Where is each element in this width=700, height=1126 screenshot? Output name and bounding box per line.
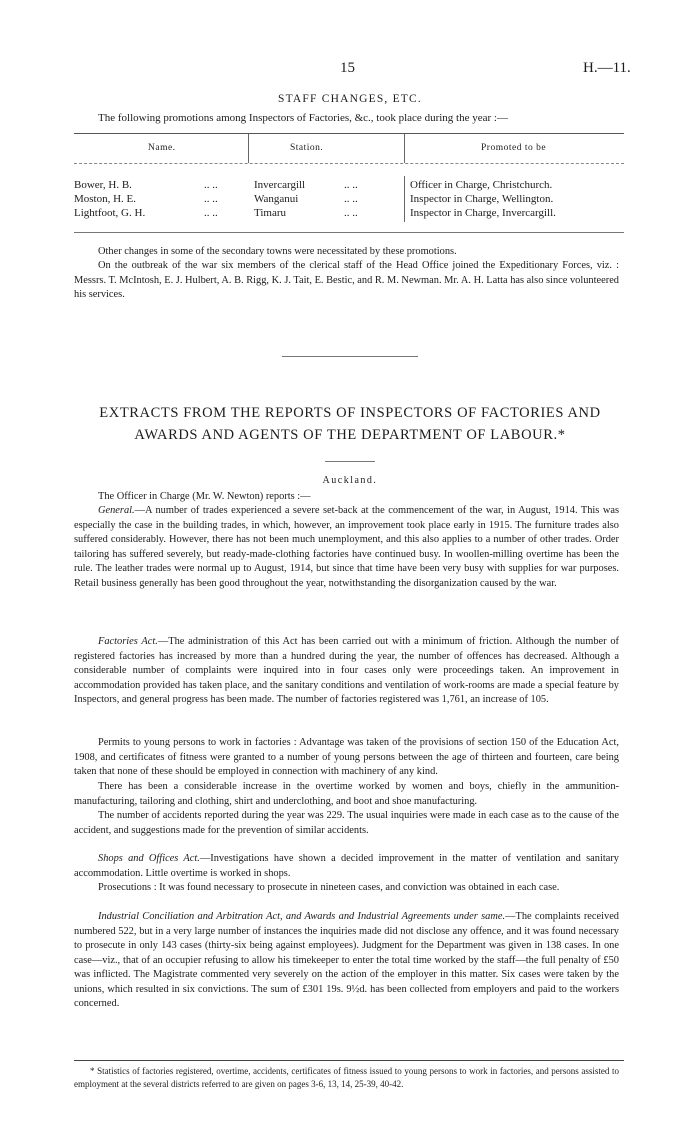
paragraph-general — [74, 504, 619, 591]
column-separator — [404, 134, 405, 163]
row-name: Lightfoot, G. H. — [74, 207, 146, 219]
staff-changes-heading: STAFF CHANGES, ETC. — [278, 93, 422, 105]
paragraph-accidents: The number of accidents reported during the year was 229. The usual inquiries were made in each case as to the cause of the accident, and suggestions made for the prevention of similar accidents. — [74, 810, 619, 836]
leader-dots: .. .. — [204, 179, 218, 191]
column-separator — [248, 134, 249, 163]
paragraph-arbitration-act — [74, 910, 619, 1012]
row-name: Bower, H. B. — [74, 179, 132, 191]
row-promoted: Inspector in Charge, Invercargill. — [410, 207, 556, 219]
leader-dots: .. .. — [344, 179, 358, 191]
general-label: General. — [98, 505, 135, 516]
row-station: Wanganui — [254, 193, 299, 205]
column-header-promoted: Promoted to be — [481, 143, 547, 153]
table-bottom-rule — [74, 232, 624, 233]
table-row — [74, 193, 634, 206]
leader-dots: .. .. — [344, 193, 358, 205]
row-promoted: Inspector in Charge, Wellington. — [410, 193, 554, 205]
column-header-station: Station. — [290, 143, 324, 153]
paragraph-war-enlistments: On the outbreak of the war six members of the clerical staff of the Head Office joined the Expeditionary Forces, viz. : Messrs. T. McIntosh, E. J. Hulbert, A. B. Rigg, K. J. Tait, E. Bestic, and R. M. Newman. Mr. A. H. Latta has also since volunteered his services. — [74, 260, 620, 300]
paragraph-other-changes: Other changes in some of the secondary towns were necessitated by these promotions. — [98, 246, 457, 257]
footnote: * Statistics of factories registered, overtime, accidents, certificates of fitness issued to young persons to work in factories, and persons assisted to employment at the several districts referred to are given on pages 3-6, 13, 14, 25-39, 40-42. — [74, 1066, 619, 1089]
row-promoted: Officer in Charge, Christchurch. — [410, 179, 553, 191]
table-header-rule — [74, 163, 624, 164]
paragraph-prosecutions: Prosecutions : It was found necessary to prosecute in nineteen cases, and conviction was obtained in each case. — [98, 882, 560, 893]
arbitration-act-label: Industrial Conciliation and Arbitration Act, and Awards and Industrial Agreements under same. — [98, 911, 506, 922]
paragraph-permits: Permits to young persons to work in factories : Advantage was taken of the provisions of section 150 of the Education Act, 1908, and certificates of fitness were granted to a number of young persons between the age of thirteen and fourteen, care being taken that none of these should be employed in connection with machinery of any kind. — [74, 737, 619, 777]
column-separator — [404, 176, 405, 222]
row-station: Timaru — [254, 207, 286, 219]
factories-act-label: Factories Act. — [98, 636, 158, 647]
report-intro: The Officer in Charge (Mr. W. Newton) reports :— — [98, 491, 311, 502]
leader-dots: .. .. — [204, 193, 218, 205]
extracts-title: EXTRACTS FROM THE REPORTS OF INSPECTORS OF FACTORIES AND AWARDS AND AGENTS OF THE DEPARTMENT OF LABOUR.* — [99, 405, 601, 443]
promotions-intro: The following promotions among Inspectors of Factories, &c., took place during the year :— — [98, 112, 508, 124]
table-top-rule — [74, 133, 624, 134]
document-reference: H.—11. — [583, 60, 631, 76]
district-heading: Auckland. — [322, 475, 378, 486]
leader-dots: .. .. — [204, 207, 218, 219]
page-number: 15 — [340, 60, 355, 76]
paragraph-shops-act — [74, 852, 619, 881]
footnote-rule — [74, 1060, 624, 1061]
shops-act-text: —Investigations have shown a decided improvement in the matter of ventilation and sanitary accommodation. Little overtime is worked in shops. — [74, 853, 619, 879]
factories-act-text: —The administration of this Act has been carried out with a minimum of friction. Although the number of registered factories has increased by more than a hundred during the year, the number of offences has decreased. Although a considerable number of complaints were inquired into in four cases only were proceedings taken. An improvement in accommodation provided has taken place, and the sanitary conditions and ventilation of work-rooms are made a special feature by Inspectors, and general progress has been made. The number of factories registered was 1,761, an increase of 105. — [74, 636, 619, 705]
row-name: Moston, H. E. — [74, 193, 137, 205]
paragraph-overtime: There has been a considerable increase in the overtime worked by women and boys, chiefly in the ammunition-manufacturing, tailoring and clothing, shirt and underclothing, and boot and shoe manufacturing. — [74, 781, 619, 807]
table-row — [74, 207, 634, 220]
leader-dots: .. .. — [344, 207, 358, 219]
arbitration-act-text: —The complaints received numbered 522, but in a very large number of instances the inquiries made did not disclose any offence, and it was found necessary to prosecute in only 143 cases (thirty-six being against employees). Judgment for the Department was given in 138 cases. In one case—viz., that of an occupier refusing to allow his timekeeper to enter the total time worked by the staff—the full penalty of £50 was inflicted. The Magistrate commented very severely on the action of the employer in this matter. Six cases were taken by the unions, which resulted in six convictions. The sum of £301 19s. 9½d. has been collected from employers and paid to the workers concerned. — [74, 911, 619, 1009]
section-divider — [282, 356, 418, 357]
general-text: —A number of trades experienced a severe set-back at the commencement of the war, in August, 1914. This was especially the case in the building trades, in which, however, an improvement took place early in 1915. The furniture trades also suffered considerably. However, there has not been much unemployment, and this also applies to a number of other trades. Order tailoring has suffered severely, but ready-made-clothing factories have continued busy. In woollen-milling overtime has been the rule. The leather trades were normal up to August, 1914, but since that time have been very busy with supplies for war purposes. Retail business generally has been good throughout the year, notwithstanding the disorganization caused by the war. — [74, 505, 619, 589]
table-row — [74, 179, 634, 192]
title-divider — [325, 461, 375, 462]
paragraph-factories-act — [74, 635, 619, 708]
row-station: Invercargill — [254, 179, 306, 191]
shops-act-label: Shops and Offices Act. — [98, 853, 200, 864]
column-header-name: Name. — [148, 143, 176, 153]
